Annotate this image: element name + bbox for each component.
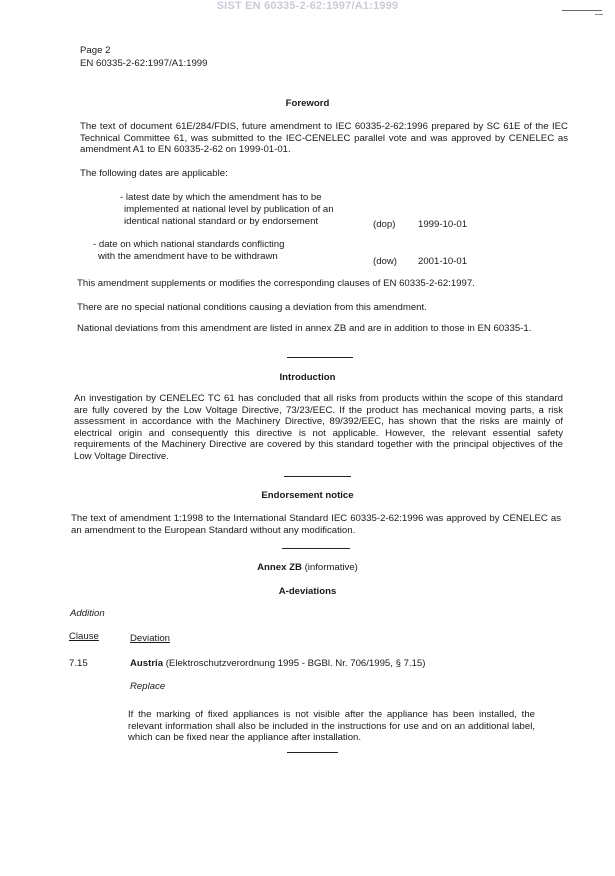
corner-mark-small: [595, 14, 603, 15]
deviation-column-header: Deviation: [130, 633, 170, 644]
date-item-dop-line-1: - latest date by which the amendment has to be: [120, 192, 322, 203]
deviation-text: If the marking of fixed appliances is not visible after the appliance has been installed, the relevant information shall also be included in the instructions for use and on an additional label, which can be fixed near the appliance after installation.: [128, 709, 535, 743]
date-item-dop-code: (dop): [373, 219, 396, 230]
deviation-entry: [130, 658, 425, 670]
foreword-paragraph-2: The following dates are applicable:: [80, 168, 228, 179]
annex-qualifier: (informative): [304, 562, 358, 573]
annex-heading: [0, 562, 615, 574]
foreword-paragraph-1: The text of document 61E/284/FDIS, future amendment to IEC 60335-2-62:1996 prepared by SC 61E of the IEC Technical Committee 61, was submitted to the IEC-CENELEC parallel vote and was approved by CENELEC as amendment A1 to EN 60335-2-62 on 1999-01-01.: [80, 121, 568, 155]
foreword-heading: Foreword: [285, 98, 330, 109]
date-item-dop-line-3: identical national standard or by endorsement: [124, 216, 319, 227]
watermark: SIST EN 60335-2-62:1997/A1:1999: [216, 0, 399, 12]
endorsement-heading: Endorsement notice: [261, 490, 354, 501]
date-item-dow-date: 2001-10-01: [418, 256, 468, 267]
annex-title: Annex ZB: [257, 562, 302, 573]
foreword-paragraph-5: National deviations from this amendment are listed in annex ZB and are in addition to those in EN 60335-1.: [77, 323, 532, 334]
clause-number: 7.15: [69, 658, 88, 669]
foreword-paragraph-4: There are no special national conditions causing a deviation from this amendment.: [77, 302, 427, 313]
corner-mark: [562, 10, 602, 11]
introduction-paragraph: An investigation by CENELEC TC 61 has concluded that all risks from products within the scope of this standard are fully covered by the Low Voltage Directive, 73/23/EEC. If the product has mechanical moving parts, a risk assessment in accordance with the Machinery Directive, 89/392/EEC, has shown that the risks are mainly of electrical origin and consequently this directive is not applicable. However, the relevant essential safety requirements of the Machinery Directive are covered by this standard together with the principal objectives of the Low Voltage Directive.: [74, 393, 563, 462]
deviation-country: Austria: [130, 658, 164, 669]
separator-rule: [287, 357, 353, 358]
document-reference: EN 60335-2-62:1997/A1:1999: [80, 58, 208, 69]
separator-rule: [282, 548, 350, 549]
end-rule: [287, 752, 338, 753]
date-item-dow-line-1: - date on which national standards conflicting: [93, 239, 285, 250]
replace-label: Replace: [130, 681, 166, 692]
date-item-dow-code: (dow): [373, 256, 397, 267]
foreword-paragraph-3: This amendment supplements or modifies the corresponding clauses of EN 60335-2-62:1997.: [77, 278, 475, 289]
endorsement-paragraph: The text of amendment 1:1998 to the International Standard IEC 60335-2-62:1996 was approved by CENELEC as an amendment to the European Standard without any modification.: [71, 513, 561, 536]
separator-rule: [284, 476, 351, 477]
date-item-dop-line-2: implemented at national level by publication of an: [124, 204, 334, 215]
date-item-dow-line-2: with the amendment have to be withdrawn: [98, 251, 278, 262]
a-deviations-heading: A-deviations: [278, 586, 337, 597]
introduction-heading: Introduction: [279, 372, 336, 383]
deviation-reference: (Elektroschutzverordnung 1995 - BGBl. Nr. 706/1995, § 7.15): [165, 658, 426, 669]
clause-column-header: Clause: [69, 631, 99, 642]
date-item-dop-date: 1999-10-01: [418, 219, 468, 230]
page-number: Page 2: [80, 45, 111, 56]
addition-label: Addition: [70, 608, 105, 619]
